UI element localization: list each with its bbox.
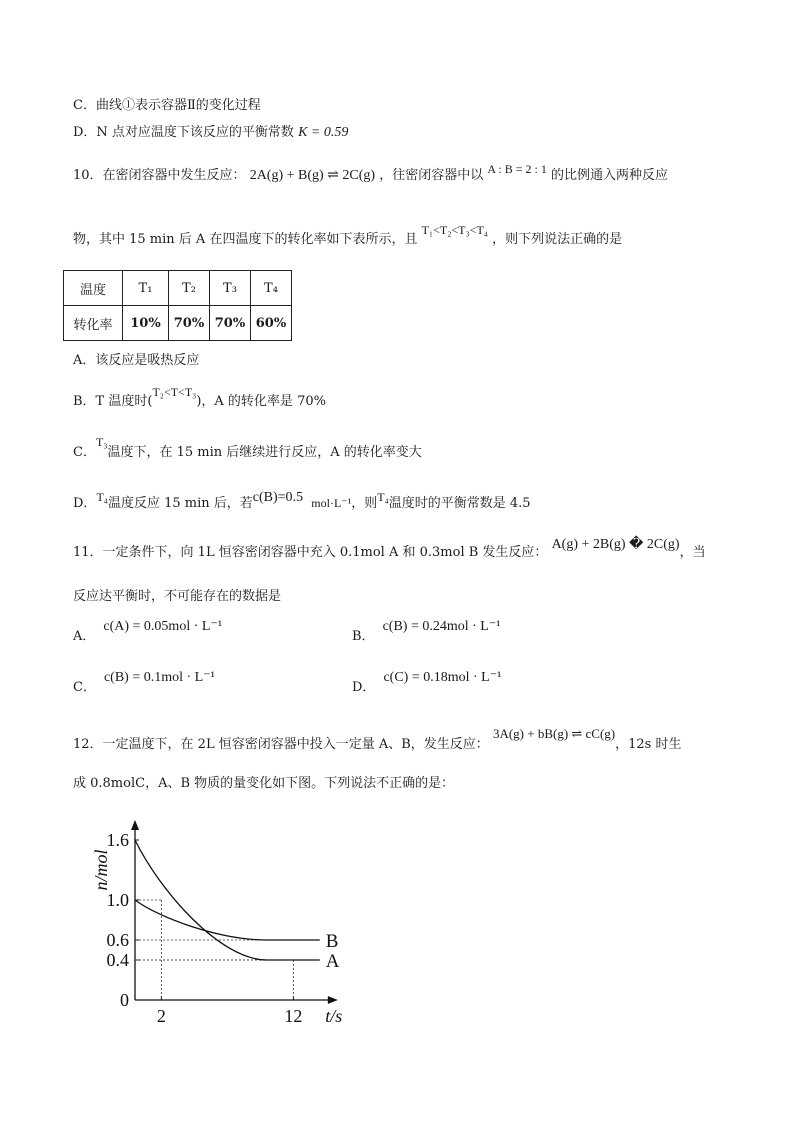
q10-option-d-conc: c(B)=0.5 xyxy=(252,490,304,505)
q10-option-b-post: )，A 的转化率是 70% xyxy=(196,394,326,409)
q10-option-d-text1: 温度反应 15 min 后，若 xyxy=(107,496,253,511)
q10-option-d xyxy=(73,490,531,513)
series-label-a: A xyxy=(325,951,340,972)
prev-option-c: C．曲线①表示容器Ⅱ的变化过程 xyxy=(73,98,261,113)
q11-option-c xyxy=(73,670,215,697)
x-tick-label: 2 xyxy=(156,1006,166,1026)
q10-stem-line2-b: ，则下列说法正确的是 xyxy=(492,232,623,247)
q11-option-c-label: C． xyxy=(73,680,96,695)
prev-option-d-text: D．N 点对应温度下该反应的平衡常数 xyxy=(73,125,294,140)
prev-option-d xyxy=(73,124,348,142)
q12-stem-line1 xyxy=(73,726,682,754)
q11-stem-line2: 反应达平衡时，不可能存在的数据是 xyxy=(73,589,282,604)
table-cell: 70% xyxy=(169,306,210,341)
q10-option-c-text: 温度下，在 15 min 后继续进行反应，A 的转化率变大 xyxy=(107,445,422,460)
q12-equation: 3A(g) + bB(g) ⇌ cC(g) xyxy=(492,726,616,741)
q11-stem-line1 xyxy=(73,537,706,562)
y-tick-label: 1.6 xyxy=(106,830,129,850)
x-tick-label: 12 xyxy=(284,1006,303,1026)
q12-stem-end: ，12s 时生 xyxy=(615,737,682,752)
conversion-table xyxy=(63,270,292,341)
q11-equation: A(g) + 2B(g) � 2C(g) xyxy=(551,537,680,552)
table-header-cell: 温度 xyxy=(64,271,123,306)
table-row-label: 转化率 xyxy=(64,306,123,341)
q11-option-a xyxy=(73,619,223,646)
q10-stem-line2-a: 物，其中 15 min 后 A 在四温度下的转化率如下表所示，且 xyxy=(73,232,418,247)
q10-option-c xyxy=(73,435,422,462)
q10-option-d-label: D． xyxy=(73,496,97,511)
series-line-b xyxy=(135,900,320,940)
q10-stem-line2 xyxy=(73,223,623,249)
x-axis-arrow xyxy=(328,996,338,1004)
q10-option-d-temp2: T₄ xyxy=(377,490,389,504)
q12-stem-line2: 成 0.8molC，A、B 物质的量变化如下图。下列说法不正确的是： xyxy=(73,776,455,791)
series-label-b: B xyxy=(325,931,339,952)
q10-option-c-label: C． xyxy=(73,445,96,460)
q10-option-d-temp: T₄ xyxy=(96,490,108,504)
series-line-a xyxy=(135,840,320,960)
y-axis-arrow xyxy=(131,820,139,830)
q10-option-c-temp: T₃ xyxy=(95,435,108,449)
y-tick-label: 0.4 xyxy=(106,950,129,970)
table-header-cell: T₁ xyxy=(123,271,169,306)
table-header-cell: T₄ xyxy=(251,271,292,306)
y-tick-label: 0.6 xyxy=(106,930,129,950)
q12-stem-a: 12．一定温度下，在 2L 恒容密闭容器中投入一定量 A、B，发生反应： xyxy=(73,737,489,752)
q10-option-d-text3: 温度时的平衡常数是 4.5 xyxy=(388,496,531,511)
table-header-cell: T₃ xyxy=(210,271,251,306)
q11-option-a-eq: c(A) = 0.05mol · L⁻¹ xyxy=(103,619,223,634)
q10-option-d-unit: mol·L⁻¹ xyxy=(311,496,352,510)
q11-option-d xyxy=(352,670,502,697)
x-axis-label: t/s xyxy=(325,1006,343,1026)
q11-option-b-eq: c(B) = 0.24mol · L⁻¹ xyxy=(382,619,501,634)
y-tick-label: 0 xyxy=(120,990,129,1010)
q11-option-b-label: B． xyxy=(352,629,375,644)
amount-time-chart xyxy=(91,815,385,1040)
q11-option-d-eq: c(C) = 0.18mol · L⁻¹ xyxy=(383,670,502,685)
q10-temp-condition: T₁<T₂<T₃<T₄ xyxy=(421,223,488,237)
table-header-row xyxy=(64,271,292,306)
q10-stem-line1 xyxy=(73,162,668,185)
q10-stem-a: 10．在密闭容器中发生反应： xyxy=(73,168,246,183)
table-cell: 70% xyxy=(210,306,251,341)
table-cell: 10% xyxy=(123,306,169,341)
q10-option-b-cond: T₂<T<T₃ xyxy=(152,385,197,399)
q10-option-b-pre: B．T 温度时( xyxy=(73,394,153,409)
q10-ratio: A : B = 2 : 1 xyxy=(487,162,547,176)
prev-option-d-eq: K = 0.59 xyxy=(298,125,349,140)
q11-stem-a: 11．一定条件下，向 1L 恒容密闭容器中充入 0.1mol A 和 0.3mol B 发生反应： xyxy=(73,545,548,560)
q10-option-d-text2: ，则 xyxy=(351,496,378,511)
q10-stem-c: 的比例通入两种反应 xyxy=(550,168,668,183)
y-tick-label: 1.0 xyxy=(106,890,129,910)
q11-option-d-label: D． xyxy=(352,680,376,695)
q10-option-b xyxy=(73,385,326,411)
y-axis-label: n/mol xyxy=(91,849,111,891)
q10-stem-b: ，往密闭容器中以 xyxy=(379,168,484,183)
q11-option-c-eq: c(B) = 0.1mol · L⁻¹ xyxy=(103,670,215,685)
q11-option-a-label: A． xyxy=(73,629,96,644)
table-row xyxy=(64,306,292,341)
q10-equation: 2A(g) + B(g) ⇌ 2C(g) xyxy=(249,168,376,183)
table-cell: 60% xyxy=(251,306,292,341)
q10-option-a: A．该反应是吸热反应 xyxy=(73,353,200,368)
q11-option-b xyxy=(352,619,501,646)
q11-stem-end: ，当 xyxy=(679,545,706,560)
table-header-cell: T₂ xyxy=(169,271,210,306)
